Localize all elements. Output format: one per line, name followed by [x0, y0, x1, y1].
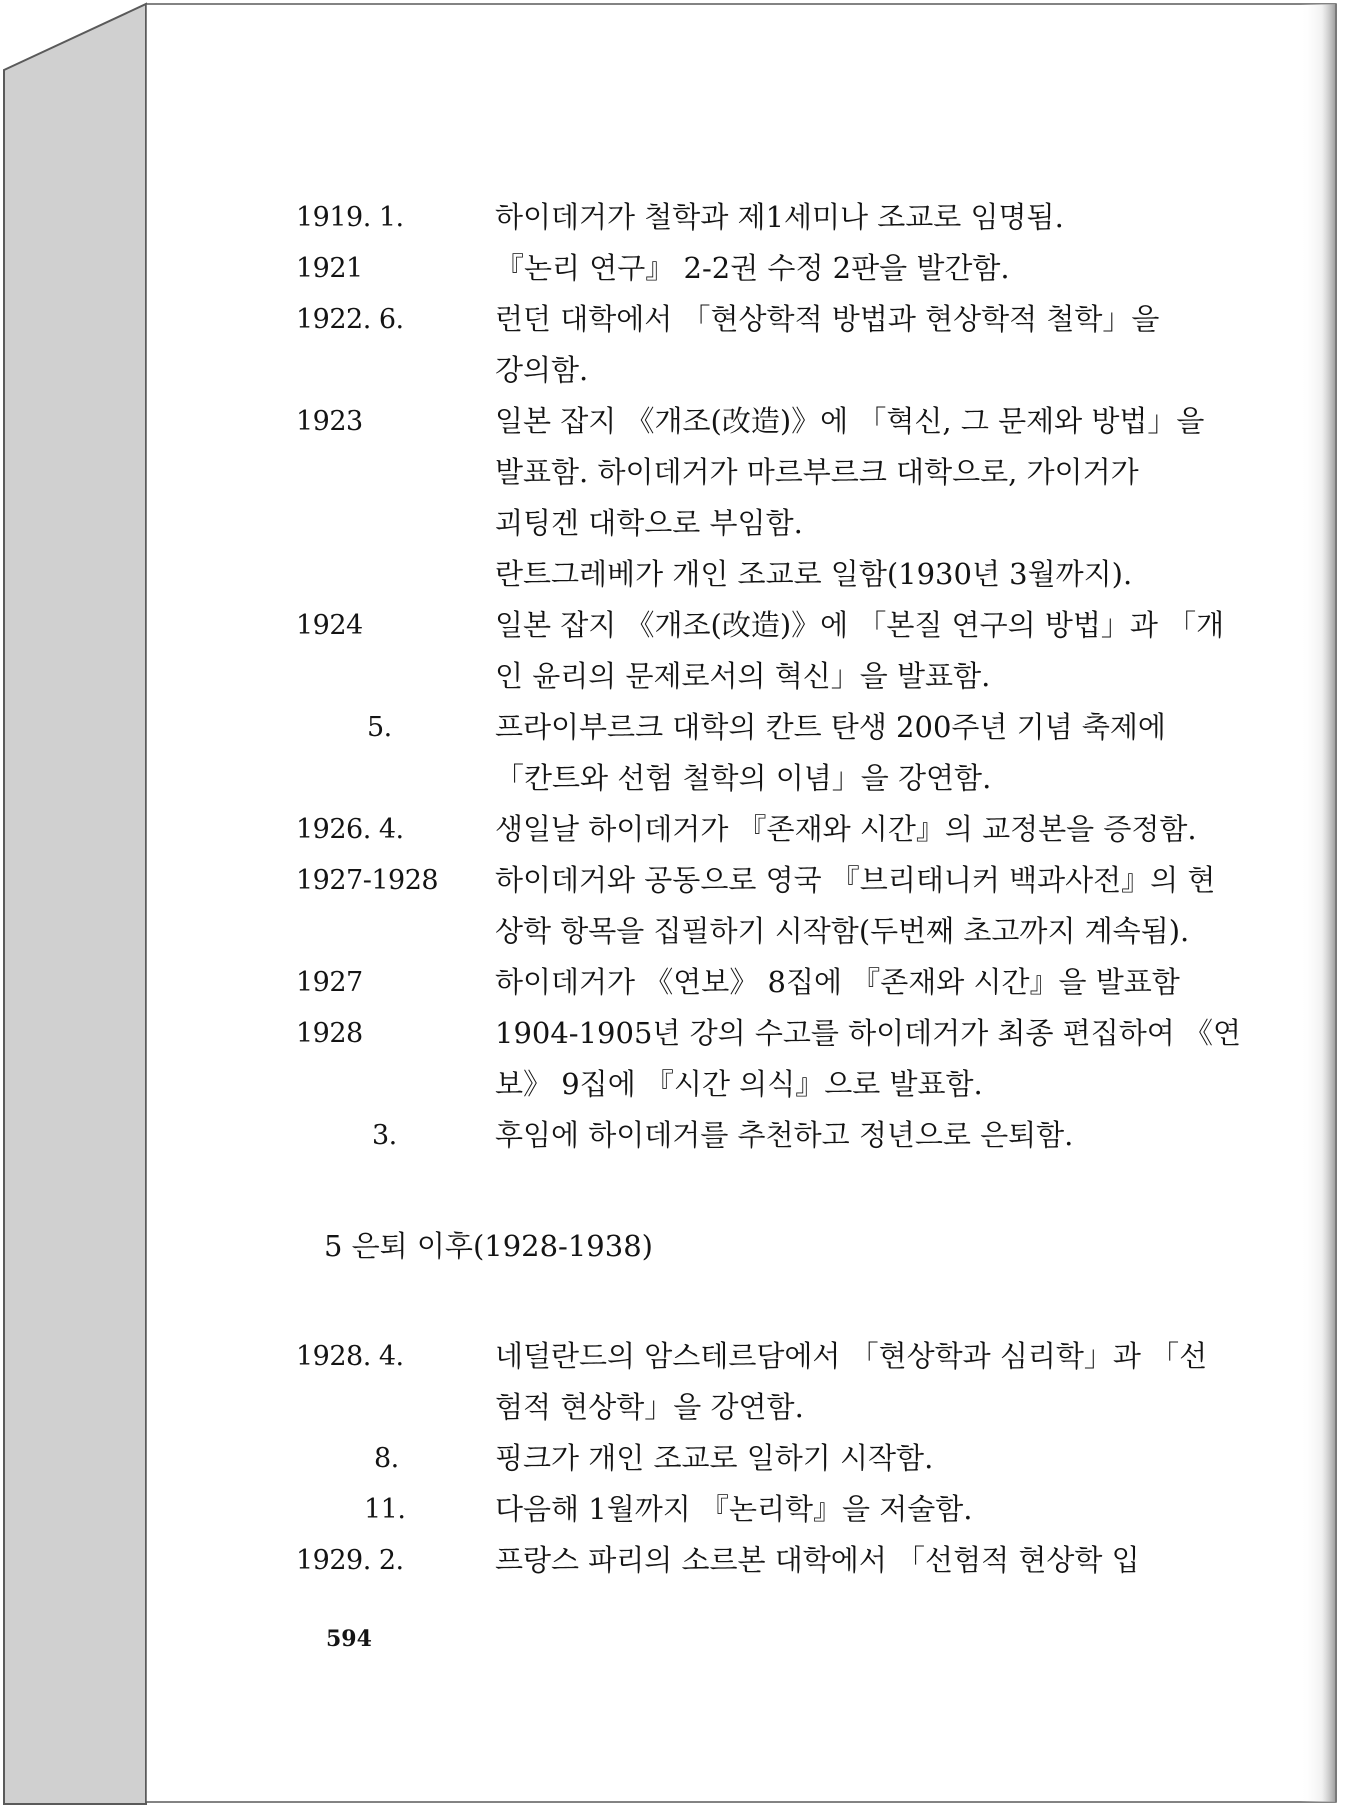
entry-line: 하이데거와 공동으로 영국 『브리태니커 백과사전』의 현 — [495, 863, 1216, 897]
entry-text — [495, 600, 1225, 702]
entry-text — [495, 1433, 1191, 1484]
entry-date: 1924 — [296, 610, 363, 641]
section-heading: 5 은퇴 이후(1928-1938) — [324, 1229, 653, 1263]
entry-text — [495, 1110, 1191, 1161]
page-number: 594 — [326, 1626, 372, 1652]
entry-text — [495, 243, 1191, 294]
entry-text — [495, 804, 1197, 855]
entry-date: 1929. 2. — [296, 1545, 404, 1576]
entry-line: 인 윤리의 문제로서의 혁신」을 발표함. — [495, 659, 991, 693]
entry-line: 「칸트와 선험 철학의 이념」을 강연함. — [495, 761, 992, 795]
entry-line: 다음해 1월까지 『논리학』을 저술함. — [495, 1492, 973, 1526]
entry-line: 일본 잡지 《개조(改造)》에 「혁신, 그 문제와 방법」을 — [495, 404, 1205, 438]
entry-line: 네덜란드의 암스테르담에서 「현상학과 심리학」과 「선 — [495, 1339, 1208, 1373]
entry-line: 일본 잡지 《개조(改造)》에 「본질 연구의 방법」과 「개 — [495, 608, 1225, 642]
entry-date: 11. — [364, 1494, 406, 1525]
entry-date: 1927 — [296, 967, 363, 998]
entry-line: 핑크가 개인 조교로 일하기 시작함. — [495, 1441, 934, 1475]
entry-date: 8. — [374, 1443, 399, 1474]
entry-line: 강의함. — [495, 353, 589, 387]
entry-line: 『논리 연구』 2-2권 수정 2판을 발간함. — [495, 251, 1010, 285]
entry-line: 1904-1905년 강의 수고를 하이데거가 최종 편집하여 《연 — [495, 1016, 1241, 1050]
entry-text — [495, 702, 1191, 804]
book-spine — [4, 4, 146, 1804]
entry-date: 5. — [367, 712, 392, 743]
entry-line: 프랑스 파리의 소르본 대학에서 「선험적 현상학 입 — [495, 1543, 1140, 1577]
entry-date: 1928. 4. — [296, 1341, 404, 1372]
entry-line: 하이데거가 《연보》 8집에 『존재와 시간』을 발표함 — [495, 965, 1180, 999]
entry-line: 생일날 하이데거가 『존재와 시간』의 교정본을 증정함. — [495, 812, 1197, 846]
entry-line: 상학 항목을 집필하기 시작함(두번째 초고까지 계속됨). — [495, 914, 1190, 948]
entry-text — [495, 192, 1191, 243]
entry-date: 1928 — [296, 1018, 363, 1049]
entry-date: 1922. 6. — [296, 304, 404, 335]
entry-date: 1927-1928 — [296, 865, 439, 896]
entry-text — [495, 294, 1191, 396]
entry-line: 하이데거가 철학과 제1세미나 조교로 임명됨. — [495, 200, 1064, 234]
entry-date: 1919. 1. — [296, 202, 404, 233]
entry-text — [495, 855, 1216, 957]
entry-text — [495, 396, 1205, 600]
entry-line: 괴팅겐 대학으로 부임함. — [495, 506, 803, 540]
entry-date: 3. — [372, 1120, 397, 1151]
entry-line: 런던 대학에서 「현상학적 방법과 현상학적 철학」을 — [495, 302, 1160, 336]
book-page — [146, 8, 1316, 1801]
entry-line: 보》 9집에 『시간 의식』으로 발표함. — [495, 1067, 983, 1101]
entry-text — [495, 1008, 1241, 1110]
entry-text — [495, 957, 1191, 1008]
entry-date: 1921 — [296, 253, 363, 284]
entry-text — [495, 1331, 1208, 1433]
entry-date: 1926. 4. — [296, 814, 404, 845]
entry-line: 험적 현상학」을 강연함. — [495, 1390, 804, 1424]
entry-line: 발표함. 하이데거가 마르부르크 대학으로, 가이거가 — [495, 455, 1139, 489]
entry-text — [495, 1535, 1191, 1586]
entry-text — [495, 1484, 1191, 1535]
entry-line: 프라이부르크 대학의 칸트 탄생 200주년 기념 축제에 — [495, 710, 1166, 744]
entry-line: 후임에 하이데거를 추천하고 정년으로 은퇴함. — [495, 1118, 1074, 1152]
entry-line: 란트그레베가 개인 조교로 일함(1930년 3월까지). — [495, 557, 1133, 591]
entry-date: 1923 — [296, 406, 363, 437]
